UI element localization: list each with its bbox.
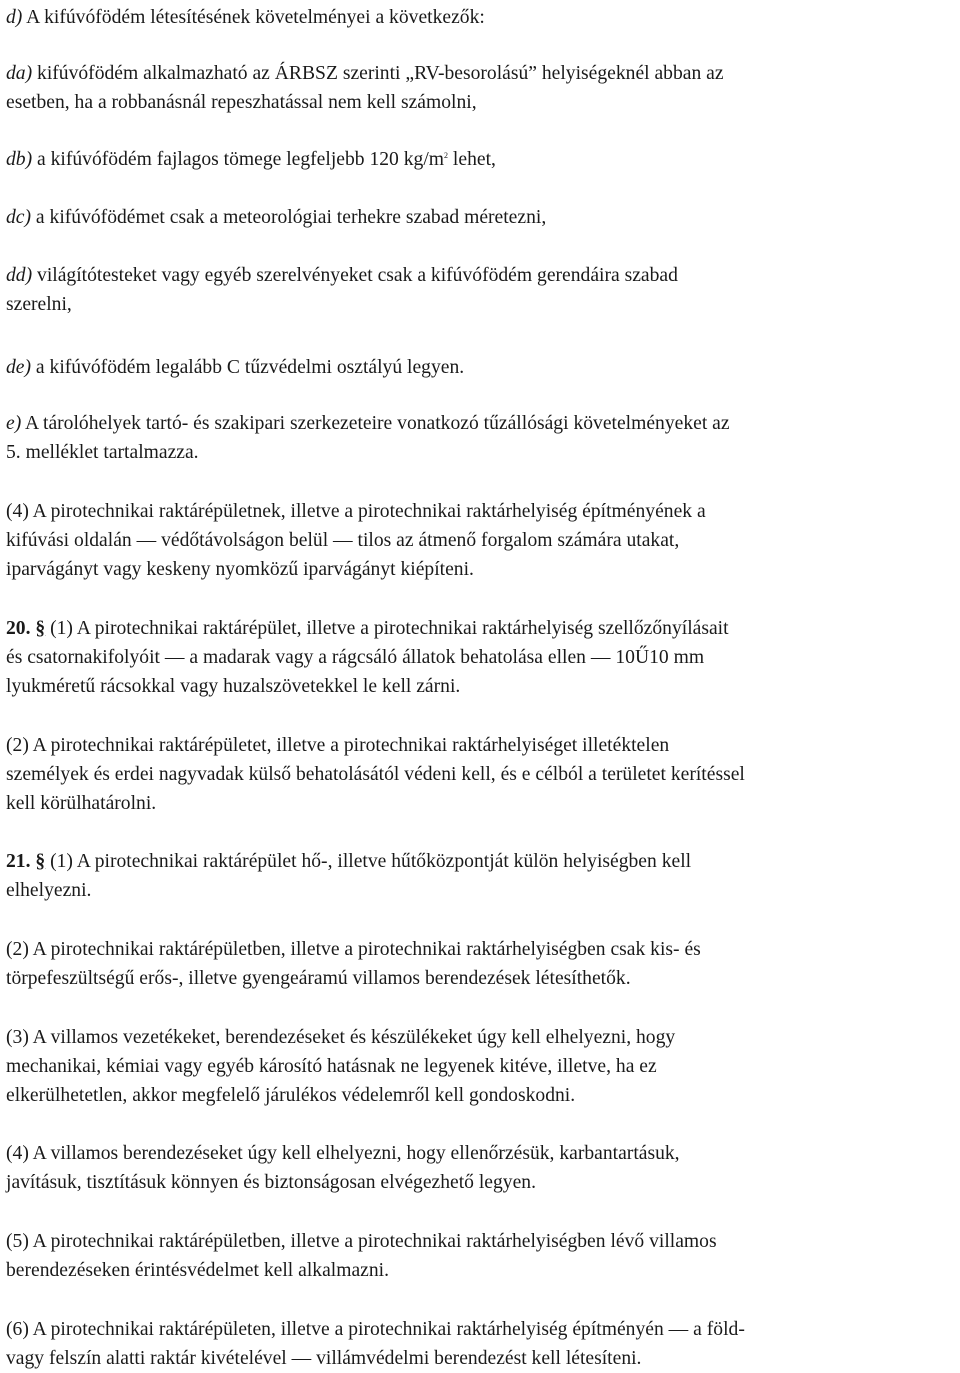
section-21-paragraph-1 [6, 847, 691, 905]
superscript: 2 [444, 151, 449, 160]
paragraph-line: (6) A pirotechnikai raktárépületen, illetve a pirotechnikai raktárhelyiség építményén — a föld- [6, 1319, 745, 1340]
paragraph-d [6, 3, 485, 32]
paragraph-line: és csatornakifolyóit — a madarak vagy a rágcsáló állatok behatolása ellen — 10Ű10 mm [6, 647, 705, 668]
paragraph-line: 5. melléklet tartalmazza. [6, 442, 199, 463]
paragraph-line: mechanikai, kémiai vagy egyéb károsító hatásnak ne legyenek kitéve, illetve, ha ez [6, 1056, 657, 1077]
paragraph-text: kifúvófödém alkalmazható az ÁRBSZ szerinti „RV-besorolású” helyiségeknél abban az [32, 63, 724, 84]
item-label: da) [6, 63, 33, 84]
paragraph-line: törpefeszültségű erős-, illetve gyengeáramú villamos berendezések létesíthetők. [6, 968, 631, 989]
section-number: 20. [6, 618, 31, 639]
paragraph-line [6, 847, 691, 876]
paragraph-e [6, 409, 730, 467]
paragraph-line: elhelyezni. [6, 880, 92, 901]
paragraph-da [6, 59, 724, 117]
paragraph-text: (1) A pirotechnikai raktárépület hő-, illetve hűtőközpontját külön helyiségben kell [45, 851, 692, 872]
paragraph-line: esetben, ha a robbanásnál repeszhatással nem kell számolni, [6, 92, 477, 113]
paragraph-line: berendezéseken érintésvédelmet kell alkalmazni. [6, 1260, 389, 1281]
paragraph-line: kifúvási oldalán — védőtávolságon belül — tilos az átmenő forgalom számára utakat, [6, 530, 680, 551]
paragraph-line [6, 261, 678, 290]
item-label: dd) [6, 265, 33, 286]
paragraph-line: (4) A pirotechnikai raktárépületnek, illetve a pirotechnikai raktárhelyiség építményének a [6, 501, 706, 522]
paragraph-line: (2) A pirotechnikai raktárépületet, illetve a pirotechnikai raktárhelyiséget illetéktelen [6, 735, 670, 756]
item-label: db) [6, 149, 33, 170]
paragraph-line: szerelni, [6, 294, 72, 315]
paragraph-dd [6, 261, 678, 319]
section-21-paragraph-5 [6, 1227, 717, 1285]
paragraph-line: lyukméretű rácsokkal vagy huzalszövetekkel le kell zárni. [6, 676, 461, 697]
section-21-paragraph-6 [6, 1315, 745, 1373]
paragraph-line: javításuk, tisztításuk könnyen és biztonságosan elvégezhető legyen. [6, 1172, 536, 1193]
paragraph-line: (3) A villamos vezetékeket, berendezéseket és készülékeket úgy kell elhelyezni, hogy [6, 1027, 676, 1048]
paragraph-line: vagy felszín alatti raktár kivételével — villámvédelmi berendezést kell létesíteni. [6, 1348, 642, 1369]
item-label: dc) [6, 207, 32, 228]
item-label: e) [6, 413, 22, 434]
paragraph-line: iparvágányt vagy keskeny nyomközű iparvágányt kiépíteni. [6, 559, 474, 580]
paragraph-line: kell körülhatárolni. [6, 793, 157, 814]
paragraph-text: világítótesteket vagy egyéb szerelvényeket csak a kifúvófödém gerendáira szabad [32, 265, 678, 286]
paragraph-line: személyek és erdei nagyvadak külső behatolásától védeni kell, és e célból a területet kerítéssel [6, 764, 745, 785]
paragraph-text: a kifúvófödémet csak a meteorológiai terhekre szabad méretezni, [31, 207, 547, 228]
item-label: de) [6, 357, 32, 378]
paragraph-line: (5) A pirotechnikai raktárépületben, illetve a pirotechnikai raktárhelyiségben lévő villamos [6, 1231, 717, 1252]
paragraph-text: a kifúvófödém fajlagos tömege legfeljebb 120 kg/m [32, 149, 445, 170]
paragraph-line: (4) A villamos berendezéseket úgy kell elhelyezni, hogy ellenőrzésük, karbantartásuk, [6, 1143, 680, 1164]
paragraph-text: A tárolóhelyek tartó- és szakipari szerkezeteire vonatkozó tűzállósági követelményeket az [21, 413, 730, 434]
paragraph-db [6, 145, 496, 174]
section-20-paragraph-1 [6, 614, 729, 701]
paragraph-line: (2) A pirotechnikai raktárépületben, illetve a pirotechnikai raktárhelyiségben csak kis- és [6, 939, 701, 960]
paragraph-line [6, 409, 730, 438]
paragraph-de [6, 353, 464, 382]
section-sign: § [35, 851, 46, 872]
paragraph-text: (1) A pirotechnikai raktárépület, illetve a pirotechnikai raktárhelyiség szellőzőnyílásait [45, 618, 729, 639]
paragraph-text: A kifúvófödém létesítésének követelményei a következők: [22, 7, 485, 28]
section-21-paragraph-4 [6, 1139, 680, 1197]
paragraph-4 [6, 497, 706, 584]
section-21-paragraph-3 [6, 1023, 675, 1110]
paragraph-line: elkerülhetetlen, akkor megfelelő járulékos védelemről kell gondoskodni. [6, 1085, 576, 1106]
paragraph-text: a kifúvófödém legalább C tűzvédelmi osztályú legyen. [31, 357, 465, 378]
section-sign: § [35, 618, 46, 639]
section-number: 21. [6, 851, 31, 872]
section-20-paragraph-2 [6, 731, 745, 818]
paragraph-line [6, 59, 724, 88]
paragraph-text: lehet, [448, 149, 496, 170]
item-label: d) [6, 7, 23, 28]
section-21-paragraph-2 [6, 935, 701, 993]
paragraph-dc [6, 203, 546, 232]
paragraph-line [6, 614, 729, 643]
